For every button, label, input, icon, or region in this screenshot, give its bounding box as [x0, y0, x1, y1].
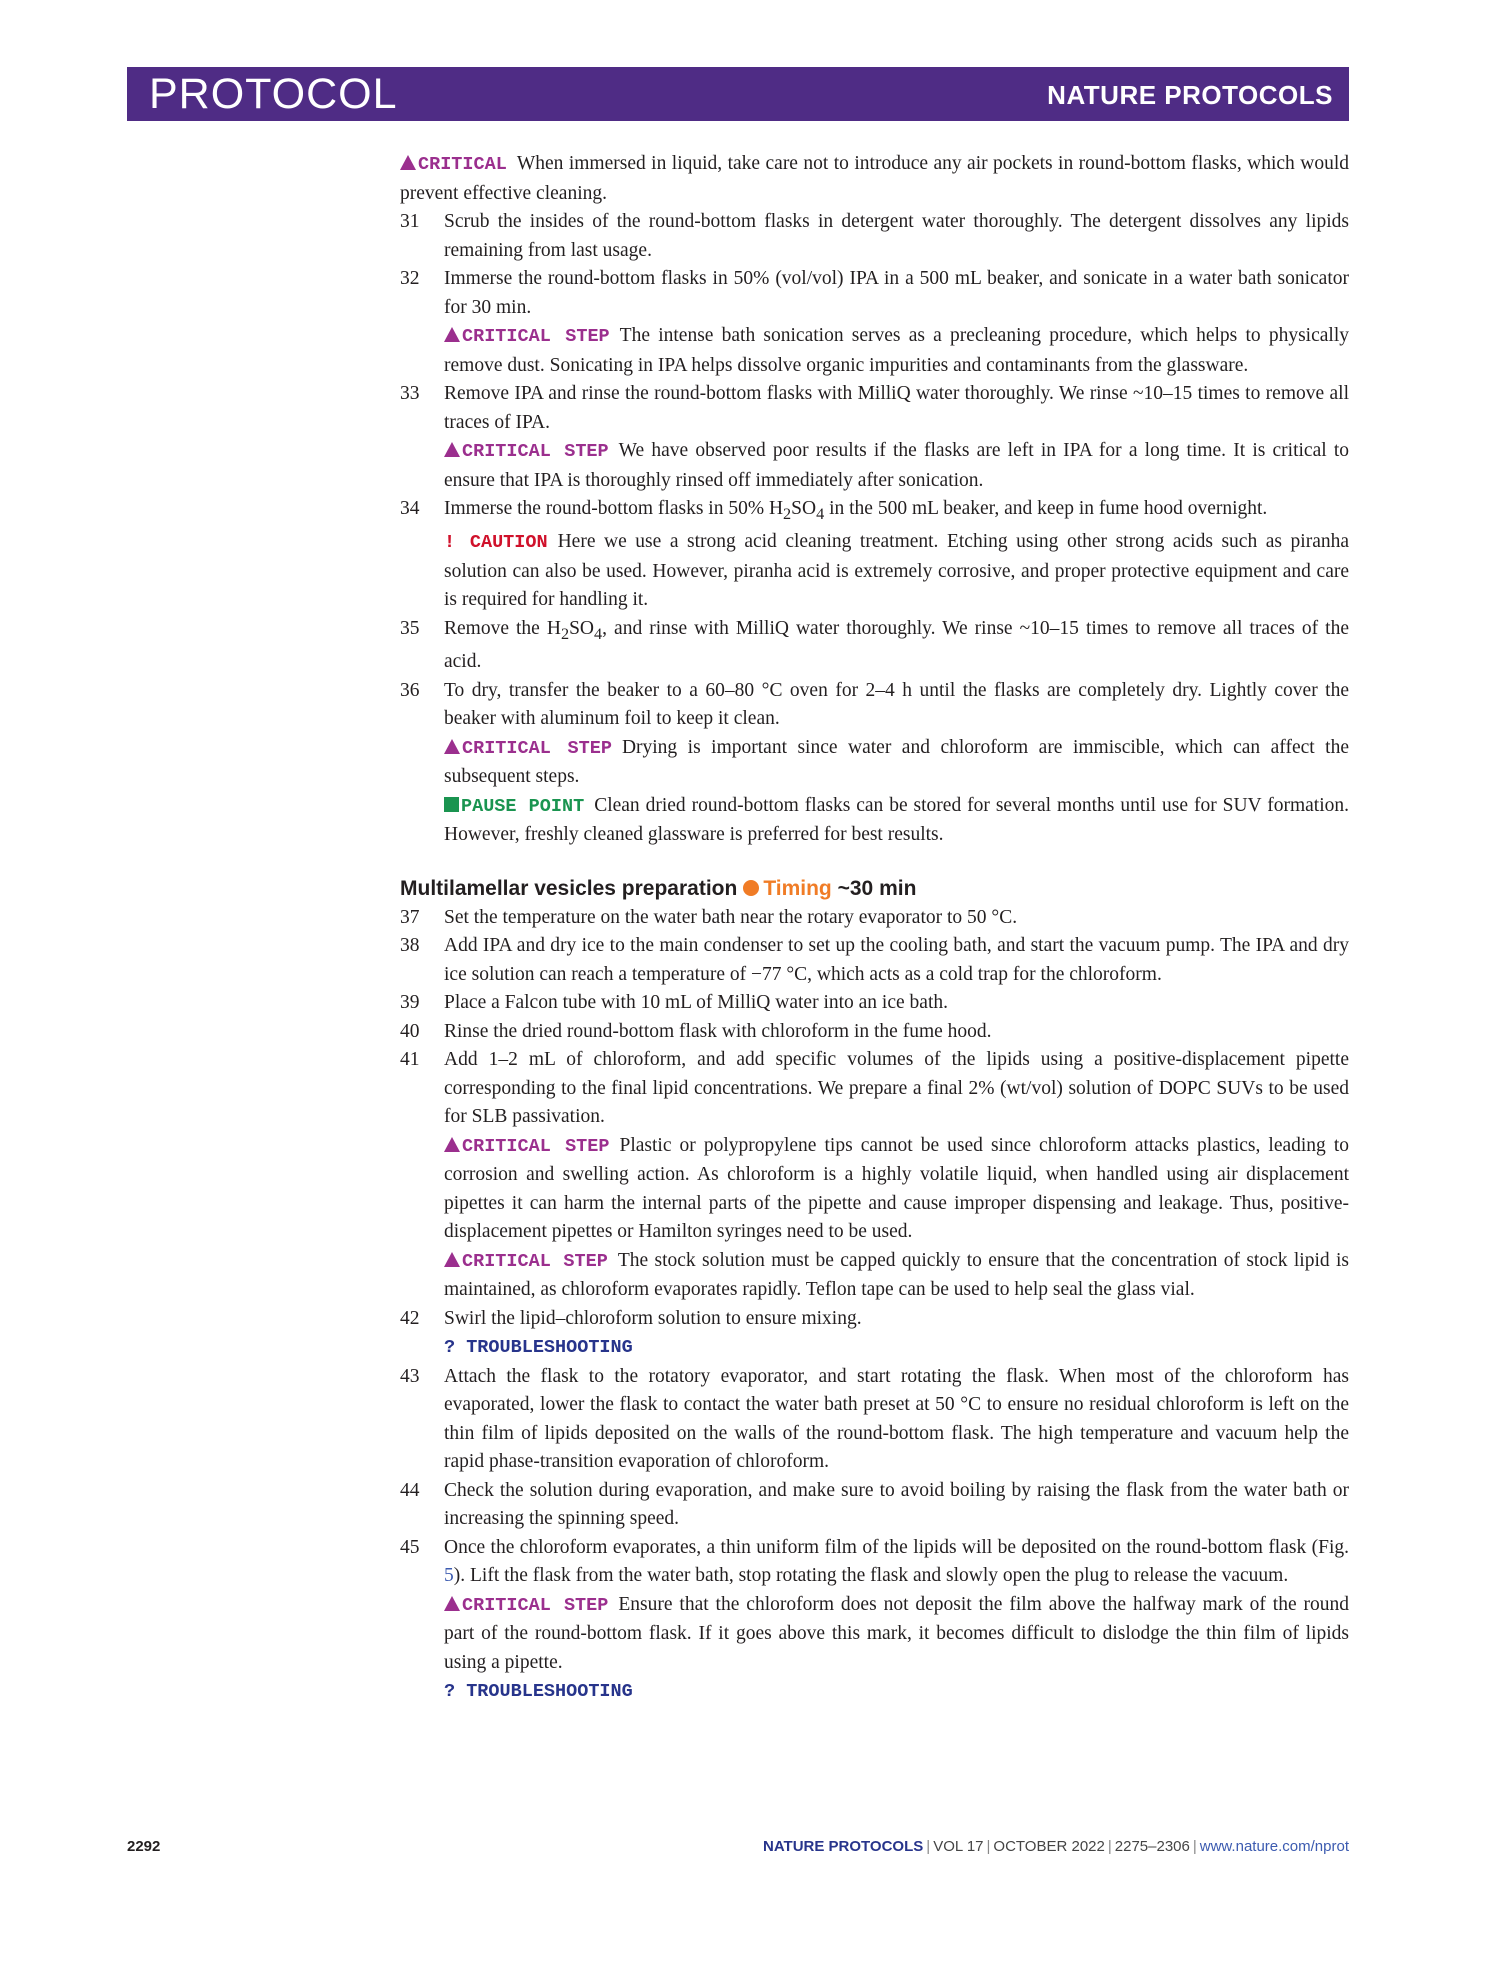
critical-step-note: CRITICAL STEP The intense bath sonication serves as a precleaning procedure, which helps to physically remove dust. Sonicating in IPA helps dissolve organic impurities and contaminants from the glassware. [444, 325, 1349, 376]
footer-volume: VOL 17 [933, 1838, 984, 1855]
figure-reference-link[interactable]: 5 [444, 1565, 454, 1587]
step-number: 35 [400, 617, 420, 639]
step-number: 38 [400, 935, 420, 957]
troubleshooting-label: ? TROUBLESHOOTING [444, 1681, 633, 1703]
step-text: Once the chloroform evaporates, a thin uniform film of the lipids will be deposited on the round-bottom flask (Fig. 5). Lift the flask from the water bath, stop rotating the flask and slowly open the plug to release the vacuum. [444, 1536, 1349, 1587]
step-number: 41 [400, 1049, 420, 1071]
step-text: Attach the flask to the rotatory evaporator, and start rotating the flask. When most of the chloroform has evaporated, lower the flask to contact the water bath preset at 50 °C to ensure no residual chloroform is left on the thin film of lipids deposited on the walls of the round-bottom flask. The high temperature and vacuum help the rapid phase-transition evaporation of chloroform. [444, 1365, 1349, 1473]
warning-triangle-icon [444, 442, 460, 457]
warning-triangle-icon [444, 1137, 460, 1152]
troubleshooting-label: ? TROUBLESHOOTING [444, 1337, 633, 1359]
warning-triangle-icon [444, 327, 460, 342]
step-35 [400, 615, 1349, 677]
page-content [400, 150, 1349, 1707]
critical-note: CRITICAL When immersed in liquid, take care not to introduce any air pockets in round-bottom flasks, which would prevent effective cleaning. [400, 153, 1349, 204]
step-text: Swirl the lipid–chloroform solution to ensure mixing. [444, 1307, 862, 1329]
step-number: 45 [400, 1536, 420, 1558]
critical-step-label: CRITICAL STEP [444, 326, 610, 347]
step-number: 33 [400, 383, 420, 404]
step-31 [400, 208, 1349, 265]
footer-date: OCTOBER 2022 [993, 1838, 1105, 1855]
footer-url-link[interactable]: www.nature.com/nprot [1199, 1838, 1349, 1855]
step-text: Immerse the round-bottom flasks in 50% (vol/vol) IPA in a 500 mL beaker, and sonicate in a water bath sonicator for 30 min. [444, 268, 1349, 318]
warning-triangle-icon [444, 739, 460, 754]
step-41 [400, 1046, 1349, 1132]
section-heading: Multilamellar vesicles preparation Timing ~30 min [400, 876, 917, 900]
step-number: 39 [400, 992, 420, 1014]
step-text: Rinse the dried round-bottom flask with chloroform in the fume hood. [444, 1020, 992, 1042]
step-44 [400, 1477, 1349, 1534]
step-number: 42 [400, 1307, 420, 1329]
step-45 [400, 1534, 1349, 1591]
header-section-label: PROTOCOL [149, 70, 398, 118]
pause-square-icon [444, 797, 459, 812]
step-number: 31 [400, 211, 420, 232]
warning-triangle-icon [444, 1596, 460, 1611]
step-42 [400, 1305, 1349, 1334]
step-text: Place a Falcon tube with 10 mL of MilliQ water into an ice bath. [444, 992, 948, 1014]
timing-dot-icon [743, 880, 759, 896]
critical-label: CRITICAL [400, 154, 507, 175]
step-40 [400, 1018, 1349, 1047]
step-text: Check the solution during evaporation, and make sure to avoid boiling by raising the flask from the water bath or increasing the spinning speed. [444, 1479, 1349, 1530]
step-number: 34 [400, 498, 420, 519]
warning-triangle-icon [444, 1252, 460, 1267]
warning-triangle-icon [400, 155, 416, 170]
critical-step-note: CRITICAL STEP The stock solution must be capped quickly to ensure that the concentration of stock lipid is maintained, as chloroform evaporates rapidly. Teflon tape can be used to help seal the glass vial. [444, 1249, 1349, 1301]
pause-point-label: PAUSE POINT [444, 796, 584, 817]
troubleshooting-note [400, 1677, 1349, 1707]
step-text: Scrub the insides of the round-bottom flasks in detergent water thoroughly. The detergent dissolves any lipids remaining from last usage. [444, 211, 1349, 261]
step-34 [400, 495, 1349, 528]
step-39 [400, 989, 1349, 1018]
step-text: Add IPA and dry ice to the main condenser to set up the cooling bath, and start the vacuum pump. The IPA and dry ice solution can reach a temperature of −77 °C, which acts as a cold trap for the chloroform. [444, 935, 1349, 985]
critical-step-label: CRITICAL STEP [444, 441, 609, 462]
page-number: 2292 [127, 1838, 161, 1855]
step-text: Set the temperature on the water bath near the rotary evaporator to 50 °C. [444, 906, 1018, 928]
footer-citation: NATURE PROTOCOLS | VOL 17 | OCTOBER 2022 | 2275–2306 | www.nature.com/nprot [762, 1838, 1349, 1855]
step-36 [400, 677, 1349, 734]
step-number: 43 [400, 1365, 420, 1387]
step-38 [400, 932, 1349, 989]
footer-pages: 2275–2306 [1114, 1838, 1190, 1855]
step-33 [400, 380, 1349, 437]
critical-step-label: CRITICAL STEP [444, 738, 612, 759]
caution-label: ! CAUTION [444, 532, 548, 554]
step-32 [400, 265, 1349, 322]
critical-step-note: CRITICAL STEP We have observed poor results if the flasks are left in IPA for a long time. It is critical to ensure that IPA is thoroughly rinsed off immediately after sonication. [444, 440, 1350, 491]
critical-step-note: CRITICAL STEP Ensure that the chloroform does not deposit the film above the halfway mark of the round part of the round-bottom flask. If it goes above this mark, it becomes difficult to dislodge the thin film of lipids using a pipette. [444, 1593, 1349, 1673]
critical-step-note: CRITICAL STEP Drying is important since water and chloroform are immiscible, which can affect the subsequent steps. [444, 736, 1349, 788]
troubleshooting-note [400, 1333, 1349, 1363]
header-journal-name: NATURE PROTOCOLS [1047, 80, 1333, 110]
page-header [127, 67, 1349, 121]
step-number: 40 [400, 1020, 420, 1042]
step-number: 44 [400, 1479, 420, 1501]
step-number: 32 [400, 268, 420, 289]
step-number: 37 [400, 906, 420, 928]
critical-step-label: CRITICAL STEP [444, 1136, 610, 1157]
step-text: Remove the $H_2SO_4$, and rinse with MilliQ water thoroughly. We rinse ~10–15 times to remove all traces of the acid. [444, 617, 1350, 673]
step-number: 36 [400, 679, 420, 701]
step-text: Remove IPA and rinse the round-bottom flasks with MilliQ water thoroughly. We rinse ~10–15 times to remove all traces of IPA. [444, 383, 1349, 433]
critical-step-label: CRITICAL STEP [444, 1251, 608, 1272]
page-footer [127, 1838, 1349, 1862]
pause-point-note: PAUSE POINT Clean dried round-bottom flasks can be stored for several months until use for SUV formation. However, freshly cleaned glassware is preferred for best results. [444, 794, 1349, 846]
step-43 [400, 1363, 1349, 1477]
caution-note: ! CAUTION Here we use a strong acid cleaning treatment. Etching using other strong acids such as piranha solution can also be used. However, piranha acid is extremely corrosive, and proper protective equipment and care is required for handling it. [444, 531, 1349, 611]
step-text: To dry, transfer the beaker to a 60–80 °C oven for 2–4 h until the flasks are completely dry. Lightly cover the beaker with aluminum foil to keep it clean. [444, 679, 1349, 730]
step-text: Add 1–2 mL of chloroform, and add specific volumes of the lipids using a positive-displacement pipette corresponding to the final lipid concentrations. We prepare a final 2% (wt/vol) solution of DOPC SUVs to be used for SLB passivation. [444, 1049, 1349, 1128]
footer-journal: NATURE PROTOCOLS [762, 1838, 924, 1855]
step-37 [400, 904, 1349, 933]
step-text: Immerse the round-bottom flasks in 50% $H_2SO_4$ in the 500 mL beaker, and keep in fume hood overnight. [444, 498, 1268, 523]
critical-step-label: CRITICAL STEP [444, 1595, 608, 1616]
critical-step-note: CRITICAL STEP Plastic or polypropylene tips cannot be used since chloroform attacks plastics, leading to corrosion and swelling action. As chloroform is a highly volatile liquid, when handled using air displacement pipettes it can harm the internal parts of the pipette and cause improper dispensing and leakage. Thus, positive-displacement pipettes or Hamilton syringes need to be used. [444, 1134, 1349, 1243]
